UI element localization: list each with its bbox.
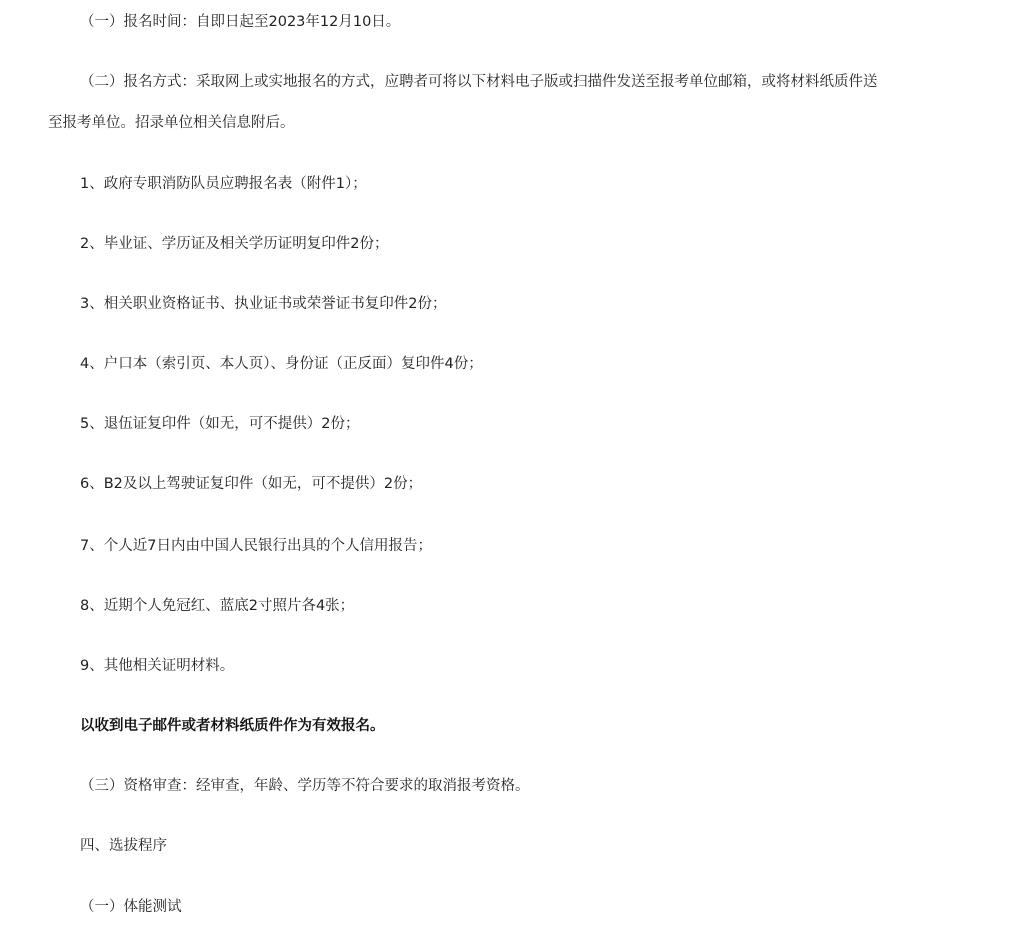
registration-method-line2: 至报考单位。招录单位相关信息附后。 <box>48 115 295 131</box>
list-item: 3、相关职业资格证书、执业证书或荣誉证书复印件2份； <box>80 296 447 312</box>
list-item: 6、B2及以上驾驶证复印件（如无，可不提供）2份； <box>80 476 423 492</box>
valid-registration-notice: 以收到电子邮件或者材料纸质件作为有效报名。 <box>80 718 385 734</box>
list-item: 2、毕业证、学历证及相关学历证明复印件2份； <box>80 236 389 252</box>
list-item: 5、退伍证复印件（如无，可不提供）2份； <box>80 416 360 432</box>
qualification-review: （三）资格审查：经审查，年龄、学历等不符合要求的取消报考资格。 <box>80 778 530 794</box>
list-item: 4、户口本（索引页、本人页）、身份证（正反面）复印件4份； <box>80 356 483 372</box>
registration-method-line1: （二）报名方式：采取网上或实地报名的方式，应聘者可将以下材料电子版或扫描件发送至报考单位邮箱，或将材料纸质件送 <box>80 74 878 90</box>
list-item: 1、政府专职消防队员应聘报名表（附件1）； <box>80 176 367 192</box>
list-item: 8、近期个人免冠红、蓝底2寸照片各4张； <box>80 598 355 614</box>
list-item: 7、个人近7日内由中国人民银行出具的个人信用报告； <box>80 538 432 554</box>
list-item: 9、其他相关证明材料。 <box>80 658 235 674</box>
registration-time: （一）报名时间：自即日起至2023年12月10日。 <box>80 14 401 30</box>
section-heading: 四、选拔程序 <box>80 838 167 854</box>
subsection-heading: （一）体能测试 <box>80 899 182 915</box>
